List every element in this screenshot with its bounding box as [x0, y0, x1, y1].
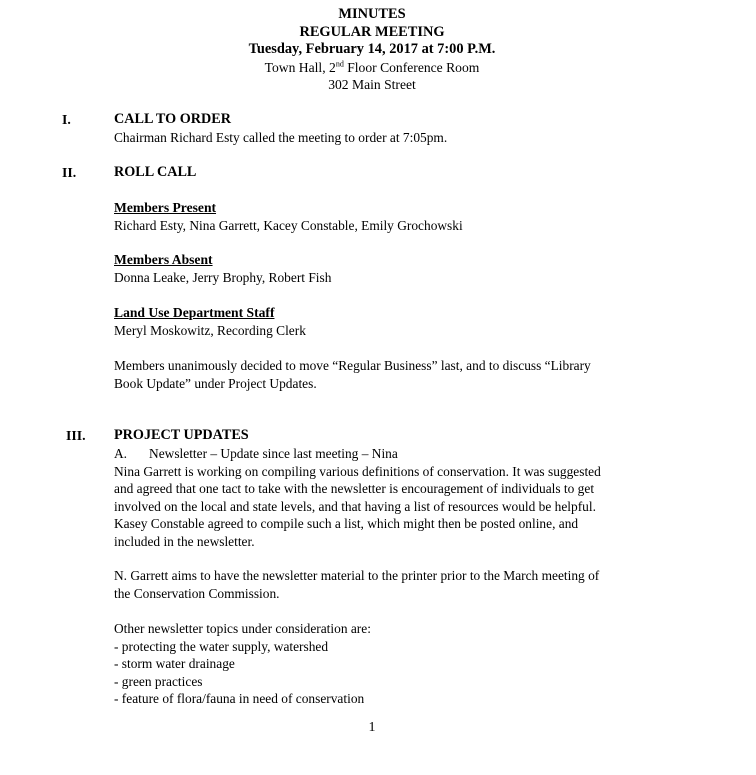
location-post: Floor Conference Room — [343, 59, 480, 75]
members-absent-block — [114, 251, 674, 286]
document-header — [0, 6, 744, 94]
list-item: - feature of flora/fauna in need of conservation — [114, 691, 365, 706]
meeting-date-text: Tuesday, February 14, 2017 at 7:00 — [248, 41, 468, 57]
members-absent-names: Donna Leake, Jerry Brophy, Robert Fish — [114, 269, 332, 285]
location-sup: nd — [335, 58, 344, 68]
newsletter-topics — [114, 620, 674, 708]
project-item-letter: A. — [114, 446, 128, 461]
meeting-date — [0, 41, 744, 59]
staff-block — [114, 304, 674, 339]
members-present-block — [114, 199, 674, 234]
list-item: - green practices — [114, 673, 203, 689]
project-item-title-text: Newsletter – Update since last meeting – Nina — [149, 446, 398, 461]
topics-intro: Other newsletter topics under consideration are: — [114, 621, 371, 636]
topics-list — [114, 638, 674, 708]
paragraph-line: the Conservation Commission. — [114, 585, 280, 601]
newsletter-paragraph-2 — [114, 567, 674, 602]
section-heading-project-updates: PROJECT UPDATES — [114, 427, 249, 443]
list-item: - protecting the water supply, watershed — [114, 638, 329, 654]
members-present-names: Richard Esty, Nina Garrett, Kacey Constable, Emily Grochowski — [114, 217, 463, 233]
meeting-location — [0, 59, 744, 77]
staff-label: Land Use Department Staff — [114, 305, 275, 320]
members-present-label: Members Present — [114, 200, 217, 215]
project-item-a — [114, 445, 674, 550]
list-item: - storm water drainage — [114, 656, 235, 671]
paragraph-line: included in the newsletter. — [114, 533, 255, 549]
project-item-title — [114, 445, 674, 463]
section-heading-call-to-order: CALL TO ORDER — [114, 111, 231, 127]
section-numeral-iii: III. — [66, 428, 86, 443]
section-heading-roll-call: ROLL CALL — [114, 164, 197, 180]
paragraph-line: Kasey Constable agreed to compile such a list, which might then be posted online, and — [114, 516, 579, 531]
document-subtitle: REGULAR MEETING — [299, 23, 445, 40]
paragraph-line: N. Garrett aims to have the newsletter material to the printer prior to the March meeting of — [114, 568, 600, 583]
paragraph-line: Nina Garrett is working on compiling various definitions of conservation. It was suggested — [114, 463, 601, 479]
paragraph-line: and agreed that one tact to take with the newsletter is encouragement of individuals to get — [114, 481, 595, 496]
roll-call-note-line: Members unanimously decided to move “Regular Business” last, and to discuss “Library — [114, 358, 591, 373]
meeting-time-suffix: P.M. — [467, 41, 496, 57]
roll-call-note — [114, 357, 674, 392]
section-numeral-ii: II. — [62, 165, 77, 180]
location-pre: Town Hall, 2 — [264, 59, 336, 75]
newsletter-paragraph-1 — [114, 463, 674, 551]
staff-names: Meryl Moskowitz, Recording Clerk — [114, 322, 306, 338]
paragraph-line: involved on the local and state levels, and that having a list of resources would be helpful. — [114, 498, 596, 514]
members-absent-label: Members Absent — [114, 252, 213, 267]
roll-call-note-line: Book Update” under Project Updates. — [114, 375, 317, 391]
document-title: MINUTES — [338, 6, 406, 22]
page-number: 1 — [368, 720, 376, 735]
section-numeral-i: I. — [62, 112, 71, 127]
meeting-address: 302 Main Street — [328, 77, 416, 92]
call-to-order-text: Chairman Richard Esty called the meeting to order at 7:05pm. — [114, 130, 448, 145]
